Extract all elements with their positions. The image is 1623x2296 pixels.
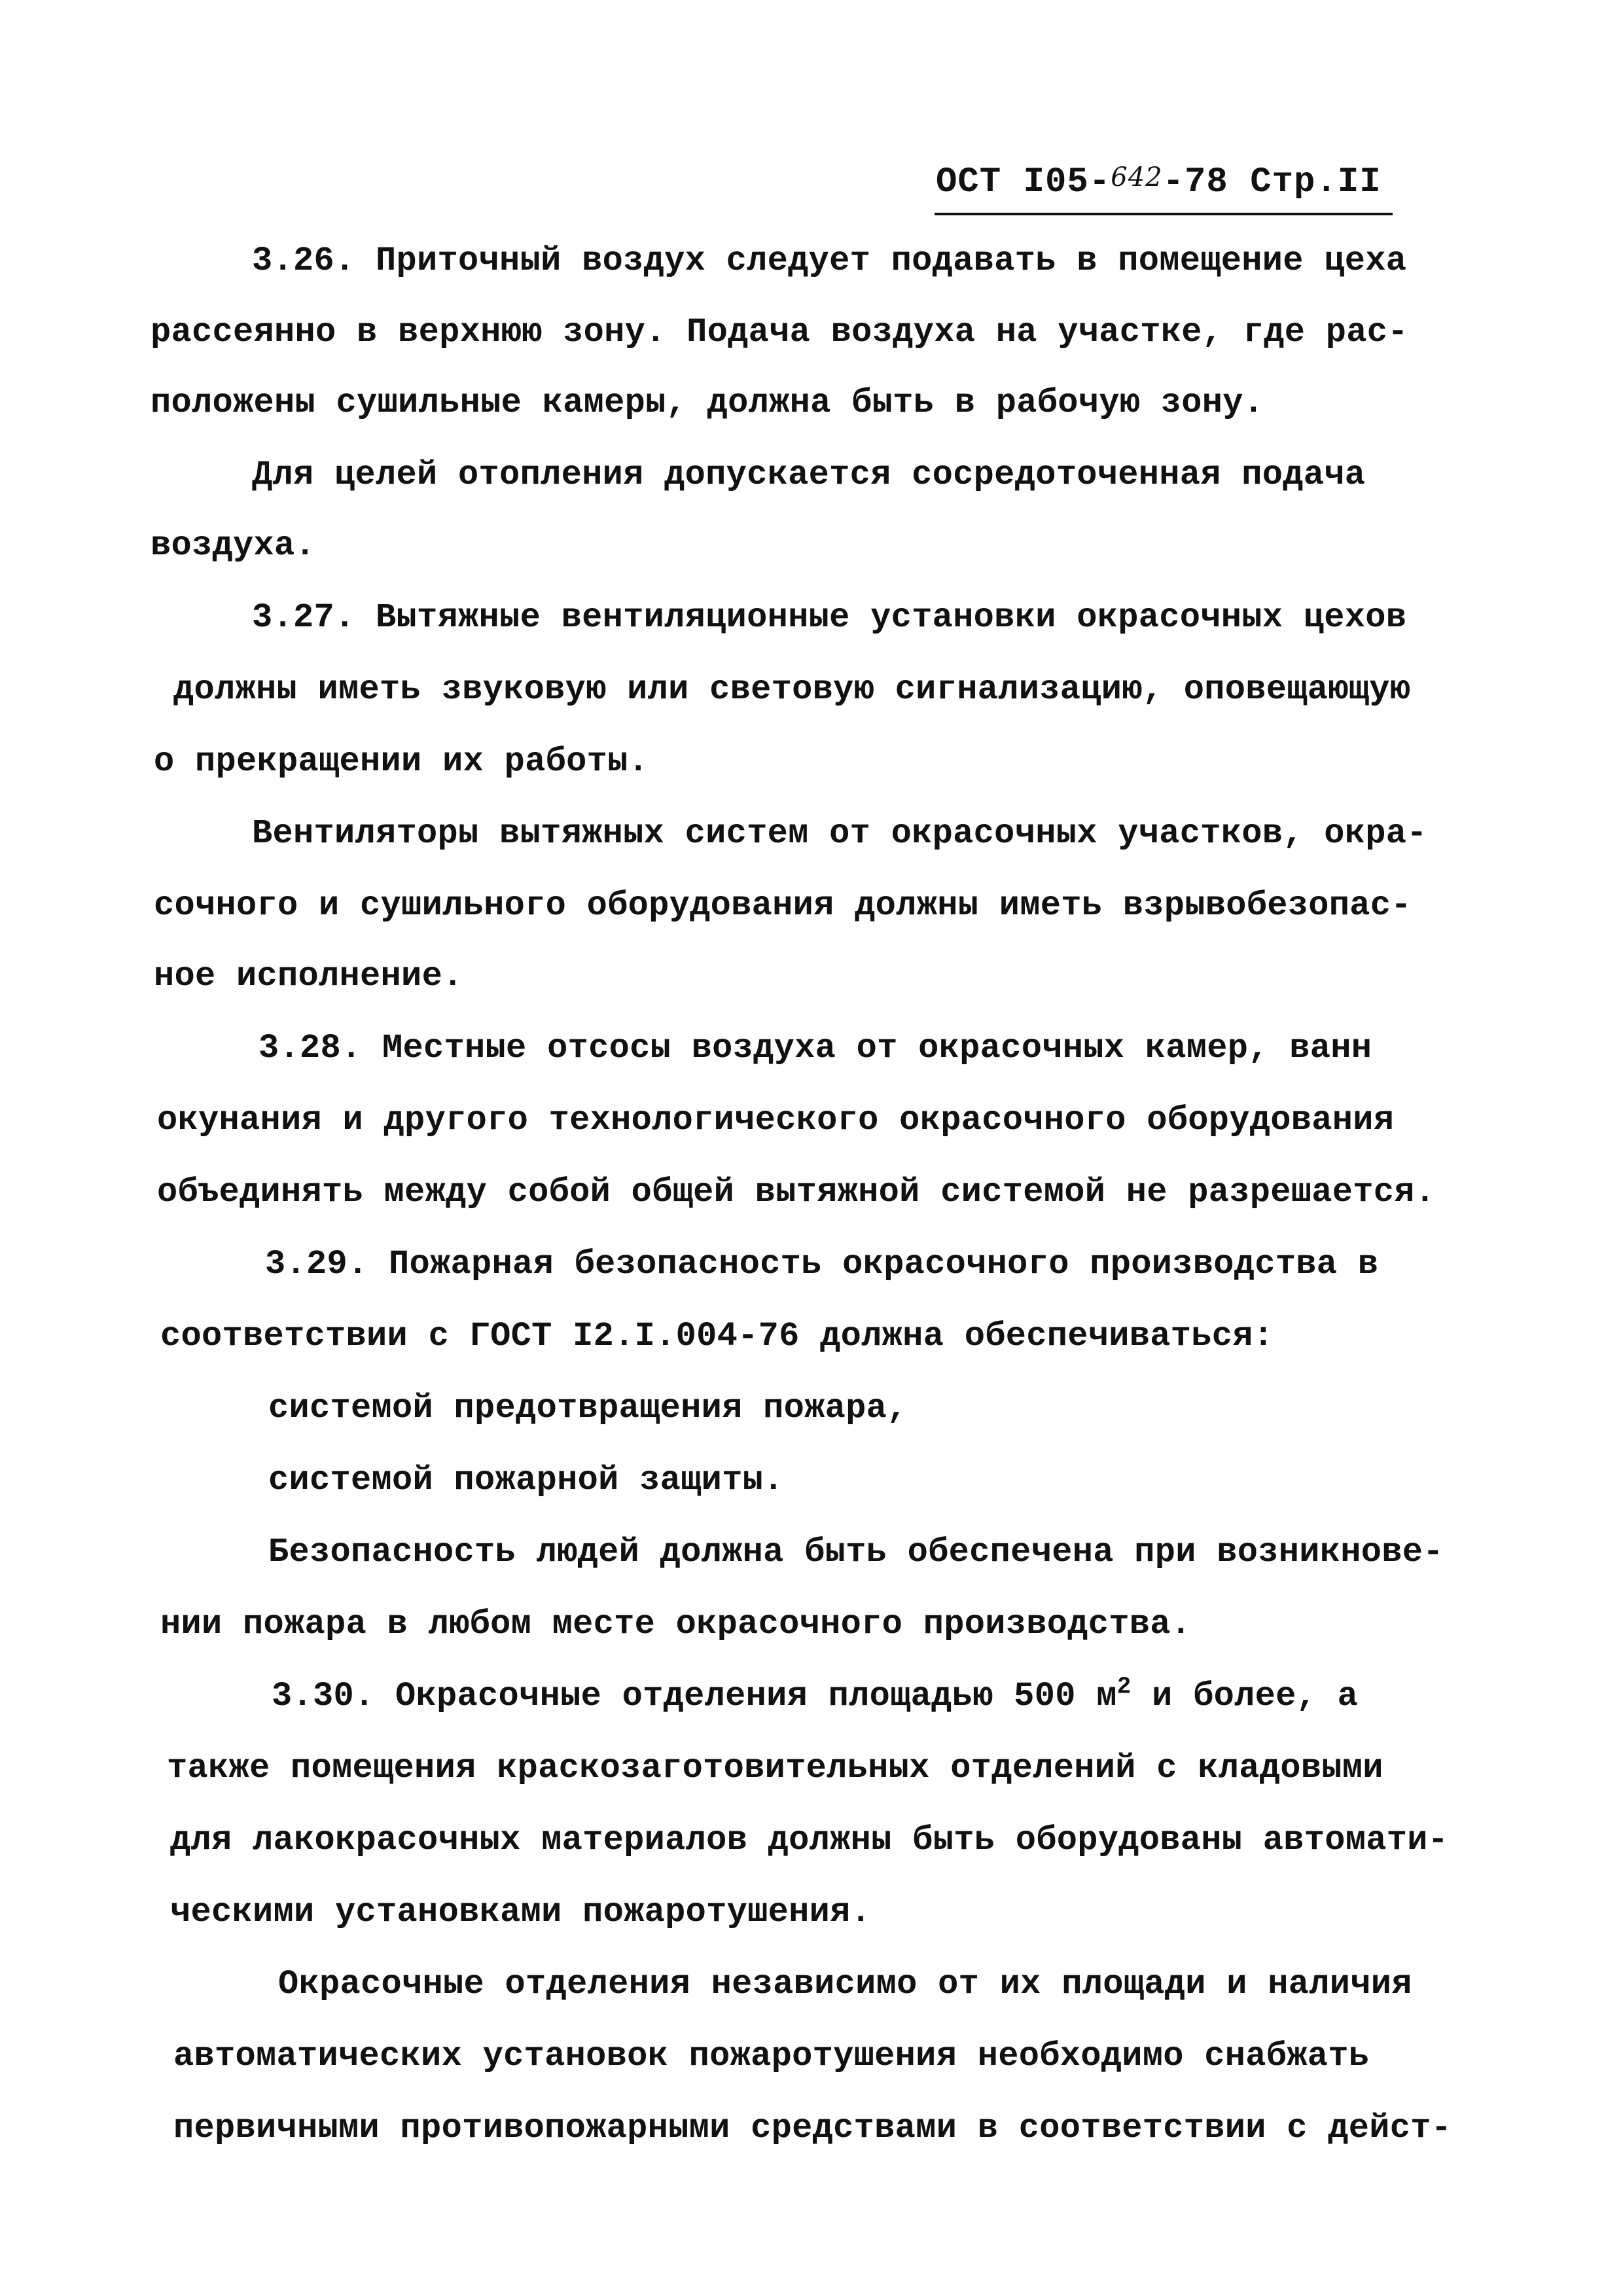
text-line: ное исполнение.: [154, 957, 463, 996]
text-line: рассеянно в верхнюю зону. Подача воздуха на участке, где рас-: [151, 313, 1408, 351]
text-line: первичными противопожарными средствами в соответствии с дейст-: [173, 2109, 1452, 2147]
text-line: воздуха.: [151, 526, 316, 565]
text-line: о прекращении их работы.: [154, 742, 649, 781]
page-header: [936, 162, 1382, 202]
text-line: [272, 1673, 1359, 1715]
text-line-tail: и более, а: [1131, 1677, 1359, 1715]
text-line: 3.27. Вытяжные вентиляционные установки окрасочных цехов: [252, 598, 1407, 637]
text-line: окунания и другого технологического окрасочного оборудования: [157, 1101, 1395, 1139]
header-underline: [935, 213, 1393, 215]
text-line: должны иметь звуковую или световую сигнализацию, оповещающую: [173, 670, 1411, 709]
doc-number-handwritten: 642: [1111, 162, 1163, 192]
text-line: Для целей отопления допускается сосредоточенная подача: [252, 456, 1366, 494]
text-line: нии пожара в любом месте окрасочного производства.: [160, 1605, 1192, 1643]
text-line: системой пожарной защиты.: [268, 1461, 784, 1499]
doc-number-prefix: ОСТ I05-: [936, 162, 1111, 202]
text-line: автоматических установок пожаротушения необходимо снабжать: [173, 2037, 1370, 2075]
text-line: Безопасность людей должна быть обеспечена при возникнове-: [268, 1533, 1444, 1571]
superscript-text: 2: [1116, 1673, 1132, 1700]
text-line: системой предотвращения пожара,: [268, 1389, 908, 1427]
text-line: 3.29. Пожарная безопасность окрасочного производства в: [265, 1245, 1379, 1283]
text-line: положены сушильные камеры, должна быть в рабочую зону.: [151, 384, 1264, 422]
text-line: Вентиляторы вытяжных систем от окрасочных участков, окра-: [252, 814, 1427, 853]
text-line: также помещения краскозаготовительных отделений с кладовыми: [167, 1749, 1383, 1787]
text-line-main: 3.30. Окрасочные отделения площадью 500 м: [272, 1677, 1117, 1715]
text-line: объединять между собой общей вытяжной системой не разрешается.: [157, 1173, 1436, 1211]
text-line: ческими установками пожаротушения.: [170, 1893, 872, 1931]
text-line: для лакокрасочных материалов должны быть оборудованы автомати-: [170, 1821, 1449, 1859]
text-line: Окрасочные отделения независимо от их площади и наличия: [278, 1965, 1412, 2003]
text-line: 3.28. Местные отсосы воздуха от окрасочных камер, ванн: [259, 1029, 1372, 1067]
text-line: сочного и сушильного оборудования должны иметь взрывобезопас-: [154, 886, 1412, 925]
doc-number-suffix: -78 Стр.II: [1162, 162, 1382, 202]
text-line: 3.26. Приточный воздух следует подавать в помещение цеха: [252, 242, 1407, 280]
text-line: соответствии с ГОСТ I2.I.004-76 должна обеспечиваться:: [160, 1317, 1274, 1355]
